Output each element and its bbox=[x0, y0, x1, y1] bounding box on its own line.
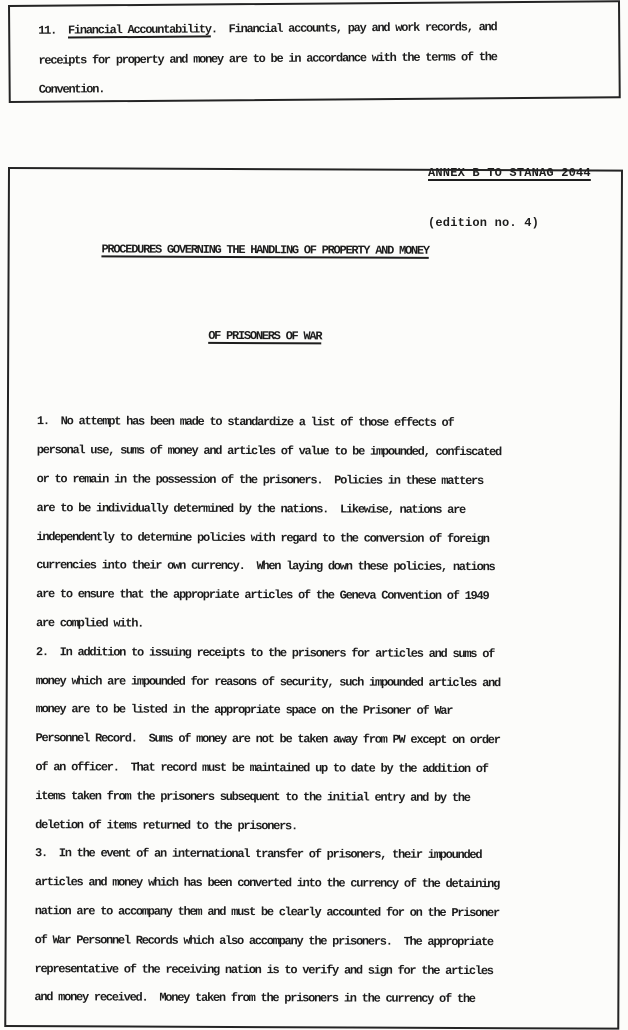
paragraph-1: 1. No attempt has been made to standardize a list of those effects of personal use, sums of money and articles of value to be impounded, confiscated or to remain in the possession of the prisoners. Policies in these matters are to be individually determined by the nations. Likewise, nations are independently to determine policies with regard to the conversion of foreign currencies into their own currency. When laying down these policies, nations are to ensure that the appropriate articles of the Geneva Convention of 1949 are complied with. bbox=[35, 414, 501, 631]
annex-title: ANNEX B TO STANAG 2044 bbox=[428, 166, 591, 180]
item-body-text: . Financial accounts, pay and work records, and receipts for property and money are to be in accordance with the terms of the Convention. bbox=[38, 20, 497, 97]
paragraph-2: 2. In addition to issuing receipts to the prisoners for articles and sums of money which are impounded for reasons of security, such impounded articles and money are to be listed in the appropriate space on the Prisoner of War Personnel Record. Sums of money are not be taken away from PW except on order of an officer. That record must be maintained up to date by the addition of items taken from the prisoners subsequent to the initial entry and by the deletion of items returned to the prisoners. bbox=[35, 644, 500, 833]
document-title bbox=[37, 177, 493, 409]
title-line-2-text: OF PRISONERS OF WAR bbox=[208, 328, 322, 344]
title-line-1 bbox=[38, 235, 493, 266]
title-line-1-text: PROCEDURES GOVERNING THE HANDLING OF PROPERTY AND MONEY bbox=[101, 242, 429, 258]
item-number: 11. bbox=[38, 23, 69, 38]
annex-edition: (edition no. 4) bbox=[428, 215, 540, 230]
paragraph-3: 3. In the event of an international transfer of prisoners, their impounded articles and money which has been converted into the currency of the detaining nation are to accompany them and must be clearly accounted for on the Prisoner of War Personnel Records which also accompany the prisoners. The appropriate representative of the receiving nation is to verify and sign for the articles and money received. Money taken from the prisoners in the currency of the bbox=[34, 846, 500, 1007]
top-box bbox=[8, 0, 621, 103]
main-box bbox=[4, 167, 623, 1030]
item-heading: Financial Accountability bbox=[67, 22, 211, 38]
title-line-2 bbox=[37, 321, 492, 352]
top-box-paragraph bbox=[38, 12, 601, 105]
